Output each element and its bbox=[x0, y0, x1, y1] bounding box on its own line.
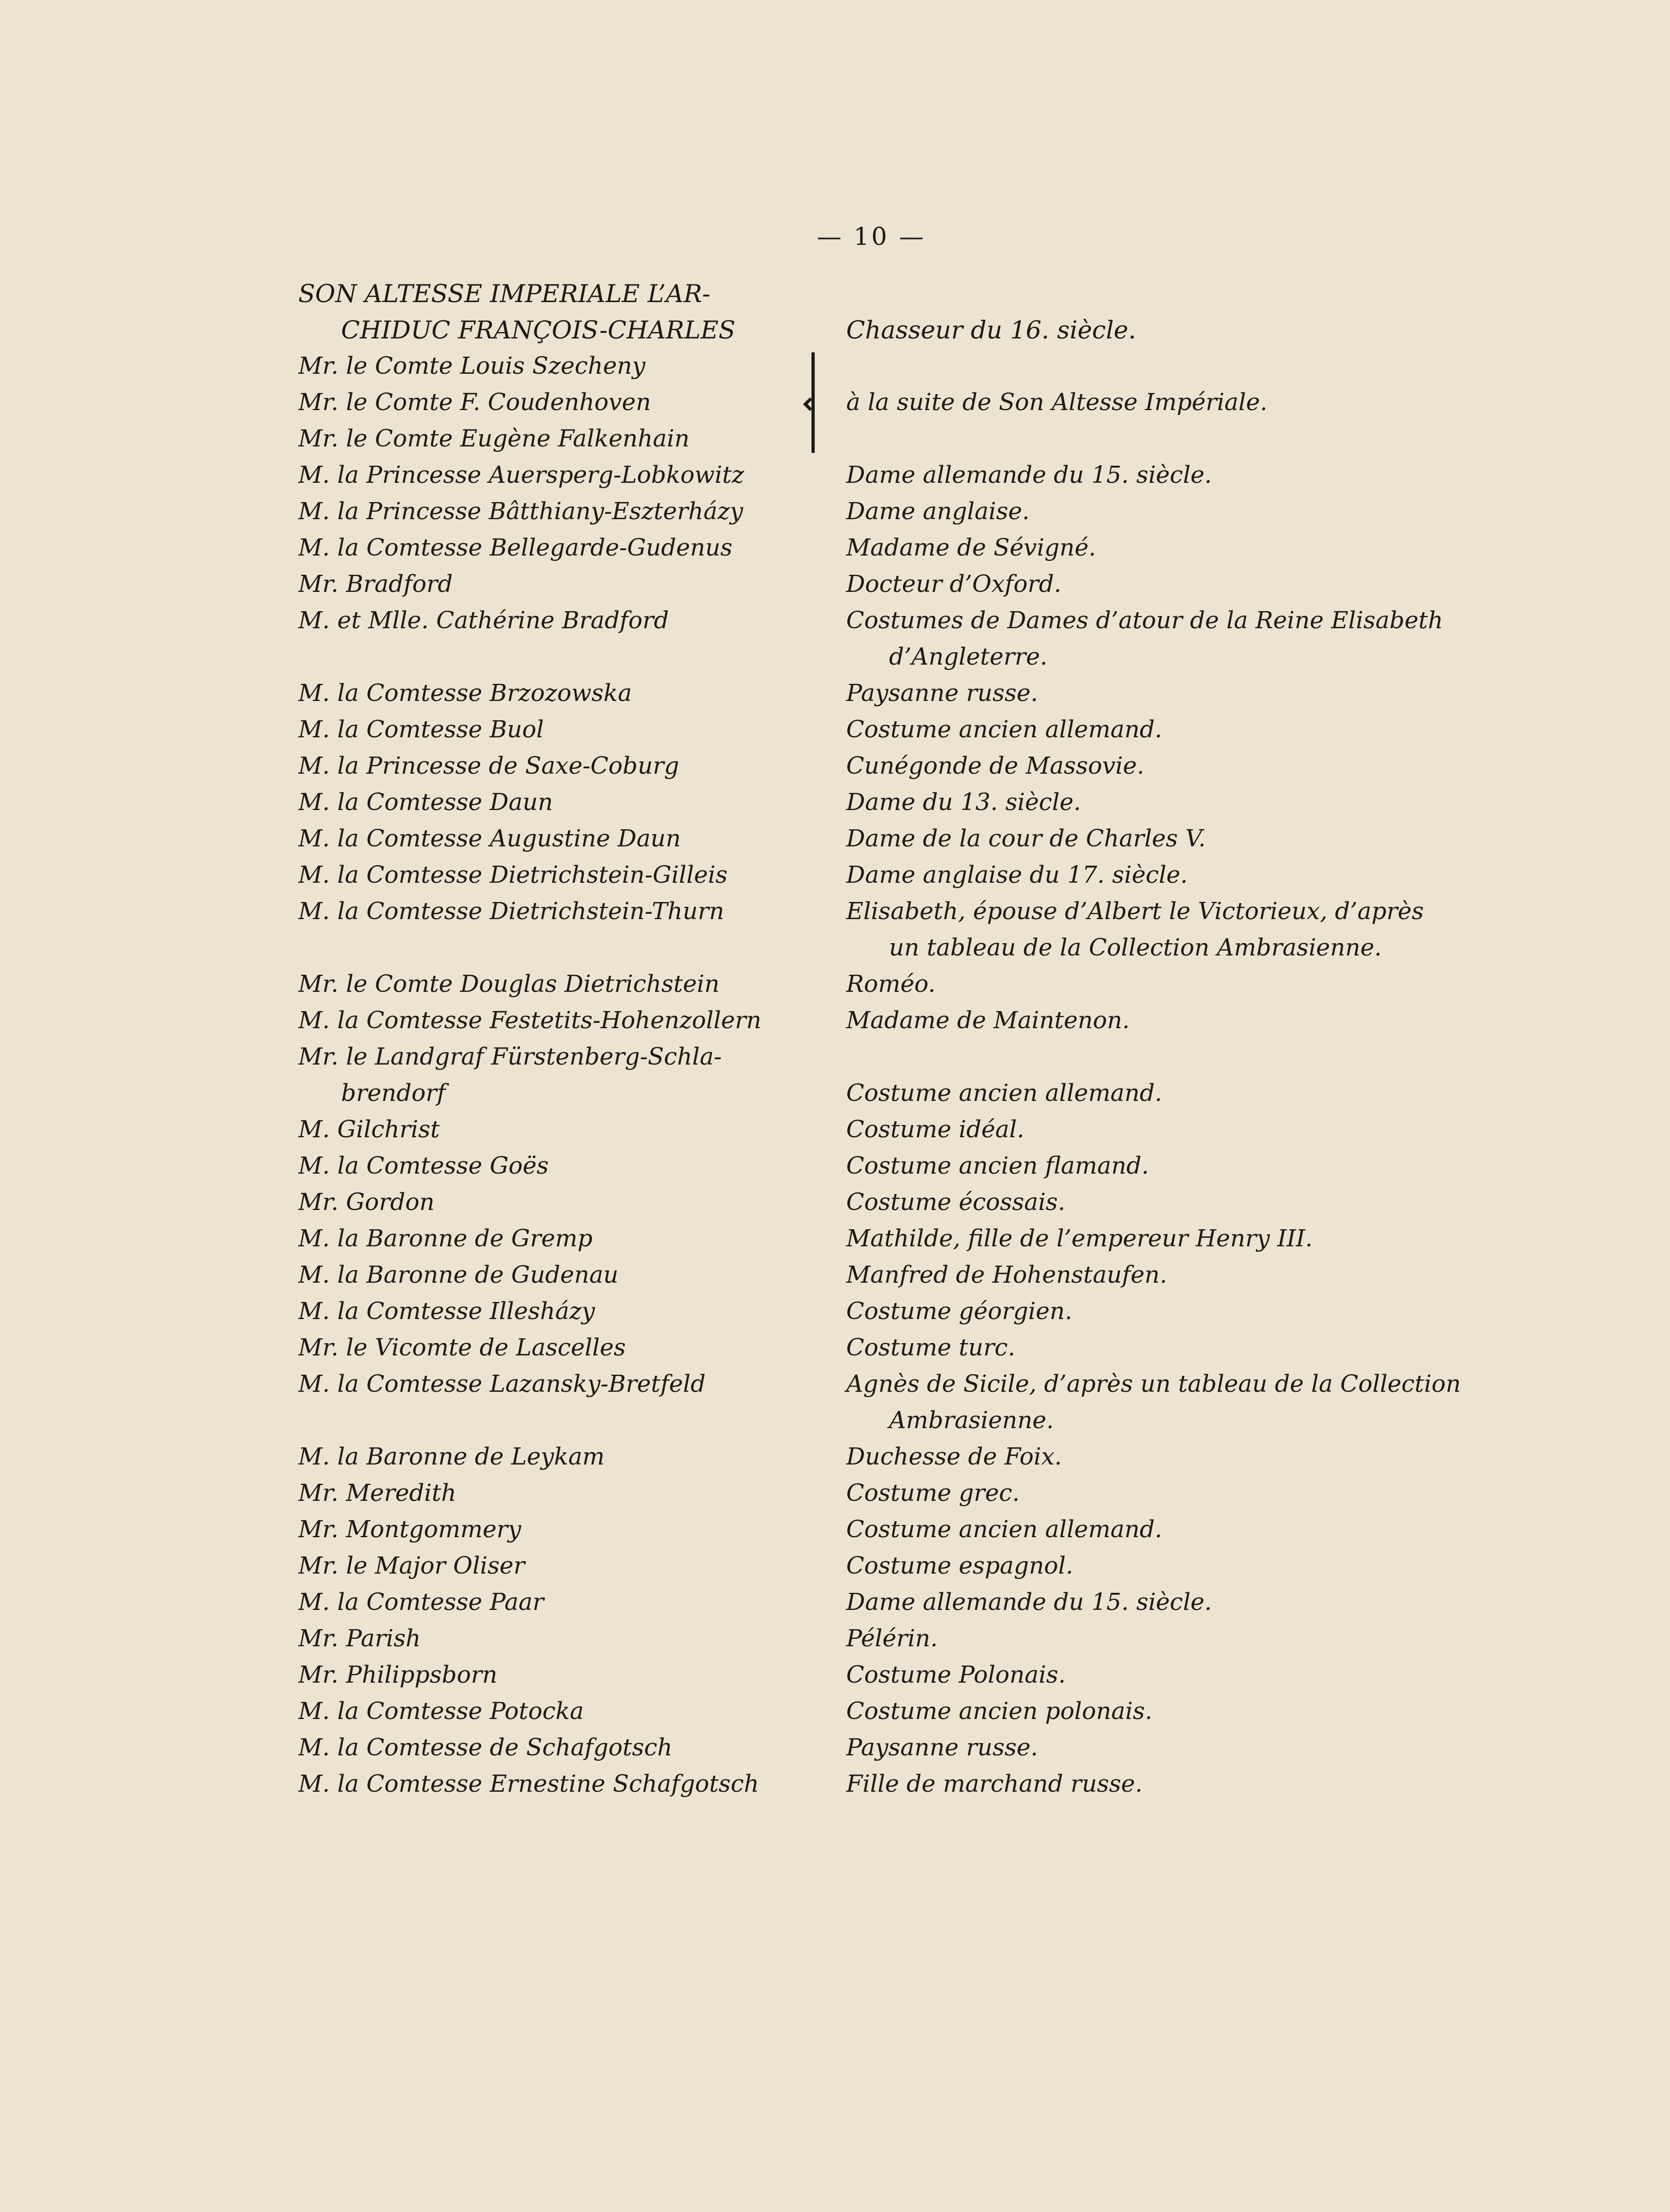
roster-row bbox=[298, 1657, 1528, 1693]
costume-description bbox=[825, 1366, 1509, 1439]
costume-line-1: Agnès de Sicile, d’après un tableau de la Collection bbox=[846, 1370, 1461, 1398]
costume-line-2: d’Angleterre. bbox=[889, 643, 1048, 670]
roster-row bbox=[298, 1693, 1528, 1730]
roster-row-archduke bbox=[298, 275, 1528, 348]
guest-name: M. la Princesse Bâtthiany-Eszterházy bbox=[298, 498, 744, 525]
roster-row bbox=[298, 1148, 1528, 1184]
guest-name: M. la Comtesse Dietrichstein-Gilleis bbox=[298, 861, 728, 889]
guest-name: M. la Comtesse Goës bbox=[298, 1152, 549, 1180]
roster-row bbox=[298, 675, 1528, 712]
costume-description: Costume géorgien. bbox=[846, 1298, 1072, 1325]
roster-row bbox=[298, 1512, 1528, 1548]
costume-description: Costume ancien allemand. bbox=[846, 1516, 1163, 1543]
guest-name bbox=[298, 275, 825, 348]
guest-name: Mr. Bradford bbox=[298, 571, 453, 598]
page-number: — 10 — bbox=[817, 222, 926, 251]
guest-name: M. Gilchrist bbox=[298, 1116, 440, 1143]
guest-name: Mr. Meredith bbox=[298, 1479, 457, 1507]
roster-row bbox=[298, 821, 1528, 857]
costume-roster bbox=[298, 275, 1528, 1802]
guest-name: M. et Mlle. Cathérine Bradford bbox=[298, 607, 669, 634]
roster-row bbox=[298, 1330, 1528, 1366]
costume-description: Paysanne russe. bbox=[846, 1734, 1038, 1761]
guest-name: M. la Baronne de Gudenau bbox=[298, 1261, 618, 1289]
guest-name: M. la Princesse Auersperg-Lobkowitz bbox=[298, 461, 744, 489]
costume-description: Madame de Sévigné. bbox=[846, 534, 1096, 561]
roster-row bbox=[298, 1112, 1528, 1148]
roster-row bbox=[298, 1257, 1528, 1293]
costume-description: Dame du 13. siècle. bbox=[846, 789, 1081, 816]
guest-name: Mr. Parish bbox=[298, 1625, 421, 1652]
costume-description: Costume ancien allemand. bbox=[846, 716, 1163, 743]
roster-row bbox=[298, 1584, 1528, 1621]
costume-description bbox=[825, 893, 1509, 966]
roster-row bbox=[298, 1293, 1528, 1330]
roster-row bbox=[298, 1366, 1528, 1439]
costume-description: Costume espagnol. bbox=[846, 1552, 1073, 1579]
roster-row bbox=[298, 966, 1528, 1003]
guest-name: Mr. le Comte Louis Szecheny bbox=[298, 352, 646, 380]
guest-name-line-1: SON ALTESSE IMPERIALE L’AR- bbox=[298, 279, 710, 308]
guest-name: Mr. Gordon bbox=[298, 1189, 435, 1216]
roster-row bbox=[298, 1003, 1528, 1039]
roster-row bbox=[298, 1184, 1528, 1221]
costume-description: Costume ancien allemand. bbox=[846, 1080, 1163, 1107]
guest-name: Mr. Montgommery bbox=[298, 1516, 521, 1543]
roster-row bbox=[298, 712, 1528, 748]
guest-name: M. la Comtesse Ernestine Schafgotsch bbox=[298, 1770, 759, 1798]
costume-line-2: un tableau de la Collection Ambrasienne. bbox=[889, 934, 1382, 961]
costume-line-1: Costumes de Dames d’atour de la Reine Elisabeth bbox=[846, 607, 1443, 634]
costume-description: Roméo. bbox=[846, 970, 936, 998]
entries-list bbox=[298, 457, 1528, 1802]
guest-name: M. la Princesse de Saxe-Coburg bbox=[298, 752, 679, 780]
guest-name: M. la Comtesse Lazansky-Bretfeld bbox=[298, 1370, 706, 1398]
guest-name: Mr. le Comte Douglas Dietrichstein bbox=[298, 970, 720, 998]
roster-row bbox=[298, 603, 1528, 675]
guest-name: Mr. le Major Oliser bbox=[298, 1552, 525, 1579]
costume-description: Chasseur du 16. siècle. bbox=[846, 315, 1136, 344]
costume-description: Fille de marchand russe. bbox=[846, 1770, 1143, 1798]
guest-name: Mr. le Vicomte de Lascelles bbox=[298, 1334, 626, 1361]
costume-description bbox=[825, 603, 1509, 675]
roster-row bbox=[298, 1730, 1528, 1766]
costume-description: Dame anglaise du 17. siècle. bbox=[846, 861, 1188, 889]
costume-description: Costume Polonais. bbox=[846, 1661, 1066, 1689]
costume-description: Mathilde, fille de l’empereur Henry III. bbox=[846, 1225, 1313, 1252]
guest-name: Mr. le Comte F. Coudenhoven bbox=[298, 389, 651, 416]
costume-description: Madame de Maintenon. bbox=[846, 1007, 1130, 1034]
costume-description: Manfred de Hohenstaufen. bbox=[846, 1261, 1168, 1289]
guest-name-line-1: Mr. le Landgraf Fürstenberg-Schla- bbox=[298, 1043, 722, 1070]
guest-name: M. la Comtesse Bellegarde-Gudenus bbox=[298, 534, 733, 561]
guest-name: Mr. Philippsborn bbox=[298, 1661, 498, 1689]
costume-description: Costume ancien polonais. bbox=[846, 1698, 1153, 1725]
costume-description: Pélérin. bbox=[846, 1625, 938, 1652]
guest-name: Mr. le Comte Eugène Falkenhain bbox=[298, 425, 690, 452]
roster-row bbox=[298, 1475, 1528, 1512]
costume-description: Dame allemande du 15. siècle. bbox=[846, 1589, 1212, 1616]
costume-description: Paysanne russe. bbox=[846, 680, 1038, 707]
guest-name: M. la Comtesse Augustine Daun bbox=[298, 825, 681, 852]
costume-description: Dame allemande du 15. siècle. bbox=[846, 461, 1212, 489]
roster-row bbox=[298, 566, 1528, 603]
roster-row bbox=[298, 530, 1528, 566]
suite-member-row bbox=[298, 421, 1528, 457]
guest-name bbox=[298, 1039, 825, 1112]
roster-row bbox=[298, 1439, 1528, 1475]
suite-group bbox=[298, 348, 1528, 457]
roster-row bbox=[298, 1221, 1528, 1257]
roster-row bbox=[298, 457, 1528, 494]
roster-row bbox=[298, 1548, 1528, 1584]
roster-row bbox=[298, 857, 1528, 893]
guest-name: M. la Baronne de Leykam bbox=[298, 1443, 605, 1470]
costume-description: Docteur d’Oxford. bbox=[846, 571, 1062, 598]
guest-name: M. la Comtesse Buol bbox=[298, 716, 544, 743]
roster-row bbox=[298, 494, 1528, 530]
costume-description: Costume grec. bbox=[846, 1479, 1020, 1507]
costume-description: à la suite de Son Altesse Impériale. bbox=[846, 389, 1267, 416]
roster-row bbox=[298, 748, 1528, 784]
roster-row bbox=[298, 1766, 1528, 1802]
guest-name: M. la Comtesse Daun bbox=[298, 789, 553, 816]
suite-member-row bbox=[298, 384, 1528, 421]
costume-line-2: Ambrasienne. bbox=[889, 1407, 1054, 1434]
guest-name: M. la Baronne de Gremp bbox=[298, 1225, 593, 1252]
guest-name: M. la Comtesse de Schafgotsch bbox=[298, 1734, 672, 1761]
roster-row bbox=[298, 1621, 1528, 1657]
guest-name-line-2: brendorf bbox=[341, 1080, 446, 1107]
costume-description: Dame anglaise. bbox=[846, 498, 1030, 525]
costume-description: Duchesse de Foix. bbox=[846, 1443, 1062, 1470]
roster-row bbox=[298, 784, 1528, 821]
guest-name: M. la Comtesse Potocka bbox=[298, 1698, 584, 1725]
costume-description: Costume ancien flamand. bbox=[846, 1152, 1149, 1180]
costume-line-1: Elisabeth, épouse d’Albert le Victorieux, d’après bbox=[846, 898, 1424, 925]
roster-row bbox=[298, 893, 1528, 966]
costume-description: Costume turc. bbox=[846, 1334, 1016, 1361]
costume-description: Dame de la cour de Charles V. bbox=[846, 825, 1206, 852]
guest-name: M. la Comtesse Illesházy bbox=[298, 1298, 595, 1325]
costume-description: Costume idéal. bbox=[846, 1116, 1025, 1143]
roster-row bbox=[298, 1039, 1528, 1112]
guest-name: M. la Comtesse Dietrichstein-Thurn bbox=[298, 898, 724, 925]
costume-description: Costume écossais. bbox=[846, 1189, 1065, 1216]
guest-name: M. la Comtesse Festetits-Hohenzollern bbox=[298, 1007, 762, 1034]
guest-name: M. la Comtesse Brzozowska bbox=[298, 680, 632, 707]
costume-description: Cunégonde de Massovie. bbox=[846, 752, 1145, 780]
guest-name-line-2: CHIDUC FRANÇOIS-CHARLES bbox=[341, 315, 736, 344]
guest-name: M. la Comtesse Paar bbox=[298, 1589, 544, 1616]
suite-member-row bbox=[298, 348, 1528, 384]
